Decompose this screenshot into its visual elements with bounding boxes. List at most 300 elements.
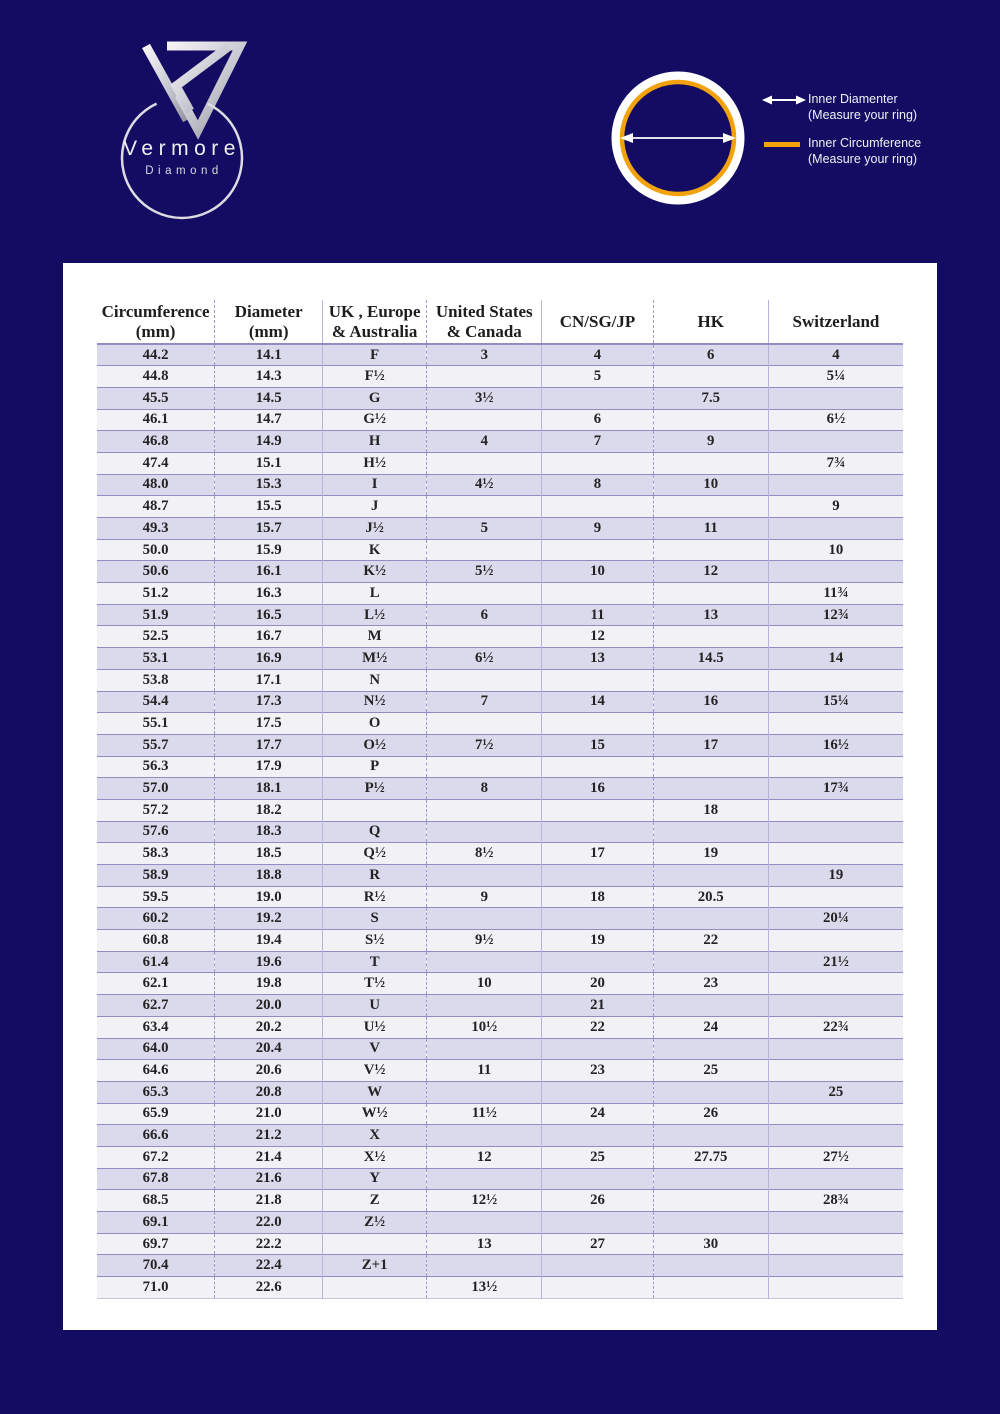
table-cell: 6: [542, 409, 653, 431]
table-cell: [653, 452, 768, 474]
table-cell: 71.0: [97, 1277, 215, 1299]
table-cell: 11: [542, 604, 653, 626]
header-row: [97, 300, 903, 344]
table-cell: 19.4: [215, 930, 323, 952]
table-cell: 17: [542, 843, 653, 865]
table-cell: [653, 908, 768, 930]
column-header: Diameter (mm): [215, 300, 323, 344]
table-cell: 22.4: [215, 1255, 323, 1277]
table-cell: [427, 496, 542, 518]
table-cell: [768, 474, 903, 496]
table-cell: W: [323, 1081, 427, 1103]
table-cell: 9: [542, 518, 653, 540]
legend-item-diameter: [762, 92, 982, 123]
table-cell: J: [323, 496, 427, 518]
table-cell: 50.0: [97, 539, 215, 561]
table-cell: X: [323, 1125, 427, 1147]
table-cell: 17.9: [215, 756, 323, 778]
table-cell: [542, 583, 653, 605]
table-cell: 54.4: [97, 691, 215, 713]
double-arrow-icon: [762, 92, 808, 108]
table-row: [97, 713, 903, 735]
table-cell: 4: [427, 431, 542, 453]
table-cell: 19.8: [215, 973, 323, 995]
table-row: [97, 518, 903, 540]
table-cell: 14.5: [215, 387, 323, 409]
table-cell: 20.6: [215, 1060, 323, 1082]
table-row: [97, 973, 903, 995]
table-cell: 21.0: [215, 1103, 323, 1125]
table-cell: 6: [427, 604, 542, 626]
table-cell: K½: [323, 561, 427, 583]
table-cell: L½: [323, 604, 427, 626]
table-cell: 46.8: [97, 431, 215, 453]
table-cell: [542, 1168, 653, 1190]
table-cell: 15.9: [215, 539, 323, 561]
table-cell: 4: [542, 344, 653, 366]
table-cell: 68.5: [97, 1190, 215, 1212]
table-cell: 27.75: [653, 1146, 768, 1168]
table-cell: [542, 756, 653, 778]
table-cell: R½: [323, 886, 427, 908]
table-cell: [427, 626, 542, 648]
table-cell: [768, 886, 903, 908]
table-cell: 8: [542, 474, 653, 496]
table-row: [97, 1190, 903, 1212]
legend-subtitle: (Measure your ring): [808, 107, 918, 122]
table-row: [97, 1233, 903, 1255]
table-cell: [427, 1125, 542, 1147]
table-cell: F½: [323, 366, 427, 388]
table-cell: 67.2: [97, 1146, 215, 1168]
table-cell: [768, 1168, 903, 1190]
table-cell: O: [323, 713, 427, 735]
table-cell: 24: [653, 1016, 768, 1038]
table-cell: [768, 713, 903, 735]
table-cell: [427, 669, 542, 691]
table-cell: [653, 995, 768, 1017]
table-row: [97, 648, 903, 670]
table-cell: Y: [323, 1168, 427, 1190]
table-cell: 58.9: [97, 865, 215, 887]
table-cell: [653, 1125, 768, 1147]
table-cell: 12¾: [822, 606, 849, 623]
table-cell: T: [323, 951, 427, 973]
diagram-legend: [762, 92, 982, 180]
table-cell: [768, 995, 903, 1017]
size-table-header: [97, 300, 903, 344]
table-cell: X½: [323, 1146, 427, 1168]
table-cell: [542, 799, 653, 821]
table-cell: [427, 1168, 542, 1190]
table-cell: 57.6: [97, 821, 215, 843]
table-cell: [542, 1038, 653, 1060]
table-cell: 6½: [427, 648, 542, 670]
table-cell: [768, 518, 903, 540]
table-cell: 15¼: [822, 693, 849, 710]
diameter-arrow-icon: [620, 133, 736, 143]
table-cell: 15: [542, 734, 653, 756]
table-cell: [542, 951, 653, 973]
table-row: [97, 496, 903, 518]
table-row: [97, 1277, 903, 1299]
table-cell: 12½: [427, 1190, 542, 1212]
table-cell: M: [323, 626, 427, 648]
table-cell: [542, 669, 653, 691]
table-cell: 65.9: [97, 1103, 215, 1125]
table-cell: 5: [542, 366, 653, 388]
table-row: [97, 669, 903, 691]
table-cell: 51.2: [97, 583, 215, 605]
table-cell: 57.0: [97, 778, 215, 800]
table-cell: 13: [653, 604, 768, 626]
table-cell: 56.3: [97, 756, 215, 778]
table-cell: Z½: [323, 1212, 427, 1234]
table-cell: [542, 1081, 653, 1103]
table-cell: 23: [653, 973, 768, 995]
table-cell: [542, 865, 653, 887]
table-row: [97, 1146, 903, 1168]
table-row: [97, 843, 903, 865]
legend-item-circumference: [762, 136, 982, 167]
table-cell: 9: [427, 886, 542, 908]
table-cell: M½: [323, 648, 427, 670]
table-cell: [768, 1060, 903, 1082]
table-cell: 20.5: [653, 886, 768, 908]
table-cell: 30: [653, 1233, 768, 1255]
table-cell: 7: [542, 431, 653, 453]
column-header: United States & Canada: [427, 300, 542, 344]
table-cell: 16.3: [215, 583, 323, 605]
table-row: [97, 1060, 903, 1082]
circumference-line-icon: [762, 136, 808, 152]
table-cell: 22: [653, 930, 768, 952]
table-cell: [653, 1255, 768, 1277]
table-cell: [653, 1081, 768, 1103]
table-cell: [427, 799, 542, 821]
table-cell: [653, 409, 768, 431]
table-cell: 20.2: [215, 1016, 323, 1038]
table-cell: 17.7: [215, 734, 323, 756]
table-cell: 22.6: [215, 1277, 323, 1299]
column-header: HK: [653, 300, 768, 344]
table-cell: 4½: [427, 474, 542, 496]
table-cell: 16½: [822, 736, 849, 753]
table-cell: 11½: [427, 1103, 542, 1125]
table-cell: [653, 1168, 768, 1190]
table-cell: P½: [323, 778, 427, 800]
table-cell: 26: [653, 1103, 768, 1125]
table-cell: 53.1: [97, 648, 215, 670]
logo-subtitle: Diamond: [145, 165, 223, 177]
table-cell: [768, 626, 903, 648]
table-cell: 22: [542, 1016, 653, 1038]
table-cell: 14: [542, 691, 653, 713]
table-cell: 44.8: [97, 366, 215, 388]
table-cell: 16: [542, 778, 653, 800]
table-cell: 16.9: [215, 648, 323, 670]
table-cell: 20.8: [215, 1081, 323, 1103]
table-cell: [768, 821, 903, 843]
table-cell: 15.5: [215, 496, 323, 518]
table-row: [97, 583, 903, 605]
table-cell: 66.6: [97, 1125, 215, 1147]
table-cell: [542, 496, 653, 518]
table-cell: [768, 561, 903, 583]
table-cell: 15.7: [215, 518, 323, 540]
table-cell: 17: [653, 734, 768, 756]
table-cell: 19.0: [215, 886, 323, 908]
table-cell: [542, 821, 653, 843]
table-cell: 48.7: [97, 496, 215, 518]
table-cell: [427, 1038, 542, 1060]
table-cell: L: [323, 583, 427, 605]
table-cell: 20.4: [215, 1038, 323, 1060]
table-cell: 17.1: [215, 669, 323, 691]
table-cell: 21: [542, 995, 653, 1017]
table-cell: [542, 387, 653, 409]
table-cell: [542, 1277, 653, 1299]
table-cell: 13: [427, 1233, 542, 1255]
table-cell: 64.0: [97, 1038, 215, 1060]
table-cell: [323, 799, 427, 821]
table-cell: 19: [828, 866, 844, 883]
table-cell: 27½: [822, 1148, 849, 1165]
table-cell: 4: [832, 346, 840, 363]
table-cell: S: [323, 908, 427, 930]
table-cell: 58.3: [97, 843, 215, 865]
table-cell: 61.4: [97, 951, 215, 973]
table-cell: V½: [323, 1060, 427, 1082]
table-cell: 67.8: [97, 1168, 215, 1190]
table-cell: 11: [427, 1060, 542, 1082]
table-cell: 9: [653, 431, 768, 453]
table-cell: H½: [323, 452, 427, 474]
table-cell: 18.5: [215, 843, 323, 865]
table-cell: 8½: [427, 843, 542, 865]
table-cell: [768, 930, 903, 952]
table-cell: U½: [323, 1016, 427, 1038]
ring-size-table: [97, 300, 903, 1299]
table-cell: 17.5: [215, 713, 323, 735]
table-cell: [427, 1212, 542, 1234]
table-cell: 18.1: [215, 778, 323, 800]
table-cell: [427, 756, 542, 778]
table-cell: [653, 1212, 768, 1234]
table-cell: [768, 1038, 903, 1060]
table-row: [97, 366, 903, 388]
table-cell: 18.8: [215, 865, 323, 887]
table-cell: 16.1: [215, 561, 323, 583]
table-cell: 14.1: [215, 344, 323, 366]
table-row: [97, 951, 903, 973]
brand-logo: [110, 33, 260, 238]
table-row: [97, 387, 903, 409]
table-row: [97, 865, 903, 887]
table-cell: 17.3: [215, 691, 323, 713]
table-row: [97, 1212, 903, 1234]
table-row: [97, 691, 903, 713]
table-cell: 17¾: [822, 780, 849, 797]
table-cell: 22.2: [215, 1233, 323, 1255]
table-cell: [768, 669, 903, 691]
table-cell: [542, 539, 653, 561]
table-cell: 14.9: [215, 431, 323, 453]
table-cell: 70.4: [97, 1255, 215, 1277]
table-cell: [653, 539, 768, 561]
table-cell: 19.2: [215, 908, 323, 930]
table-cell: G½: [323, 409, 427, 431]
table-cell: [768, 1255, 903, 1277]
table-cell: [542, 908, 653, 930]
ring-diagram: [598, 53, 758, 223]
table-cell: [653, 1038, 768, 1060]
table-cell: [653, 583, 768, 605]
table-cell: O½: [323, 734, 427, 756]
legend-subtitle: (Measure your ring): [808, 151, 918, 166]
table-cell: 60.8: [97, 930, 215, 952]
table-row: [97, 1038, 903, 1060]
table-cell: [768, 1125, 903, 1147]
table-cell: 16.5: [215, 604, 323, 626]
table-cell: 8: [427, 778, 542, 800]
legend-text-circumference: [808, 136, 921, 167]
table-cell: 5¼: [826, 368, 846, 385]
table-cell: 7.5: [653, 387, 768, 409]
table-cell: [427, 865, 542, 887]
table-cell: [427, 1255, 542, 1277]
table-cell: 21.8: [215, 1190, 323, 1212]
table-row: [97, 344, 903, 366]
table-cell: K: [323, 539, 427, 561]
table-row: [97, 930, 903, 952]
table-cell: [653, 669, 768, 691]
table-cell: [653, 821, 768, 843]
ring-diagram-icon: [598, 53, 758, 223]
table-cell: 7: [427, 691, 542, 713]
table-cell: [427, 583, 542, 605]
table-cell: [768, 431, 903, 453]
table-row: [97, 474, 903, 496]
table-cell: 64.6: [97, 1060, 215, 1082]
table-row: [97, 1255, 903, 1277]
table-cell: Q: [323, 821, 427, 843]
table-cell: [427, 713, 542, 735]
table-cell: 21½: [822, 953, 849, 970]
table-cell: 44.2: [97, 344, 215, 366]
table-cell: 9½: [427, 930, 542, 952]
table-cell: 69.1: [97, 1212, 215, 1234]
logo-name: Vermore: [123, 137, 241, 160]
table-cell: [768, 1233, 903, 1255]
table-cell: 14.7: [215, 409, 323, 431]
table-cell: [542, 1212, 653, 1234]
table-cell: 53.8: [97, 669, 215, 691]
table-cell: 18.3: [215, 821, 323, 843]
table-cell: 11: [653, 518, 768, 540]
table-cell: 6½: [826, 411, 846, 428]
table-row: [97, 431, 903, 453]
table-cell: 55.7: [97, 734, 215, 756]
table-row: [97, 1168, 903, 1190]
table-cell: [768, 973, 903, 995]
table-cell: 22.0: [215, 1212, 323, 1234]
table-cell: 21.4: [215, 1146, 323, 1168]
table-cell: 5: [427, 518, 542, 540]
table-cell: 13: [542, 648, 653, 670]
table-cell: 5½: [427, 561, 542, 583]
legend-text-diameter: [808, 92, 917, 123]
table-cell: 63.4: [97, 1016, 215, 1038]
table-cell: 55.1: [97, 713, 215, 735]
table-cell: 21.2: [215, 1125, 323, 1147]
table-row: [97, 1125, 903, 1147]
table-cell: [427, 908, 542, 930]
table-cell: [542, 1125, 653, 1147]
table-cell: [427, 409, 542, 431]
table-row: [97, 1103, 903, 1125]
table-row: [97, 778, 903, 800]
table-cell: [653, 366, 768, 388]
table-cell: 10: [828, 541, 844, 558]
table-row: [97, 821, 903, 843]
table-cell: 18: [653, 799, 768, 821]
table-cell: 7¾: [826, 454, 846, 471]
table-cell: 10: [542, 561, 653, 583]
table-row: [97, 799, 903, 821]
table-cell: [653, 1190, 768, 1212]
table-cell: H: [323, 431, 427, 453]
table-cell: [768, 387, 903, 409]
table-row: [97, 452, 903, 474]
table-cell: [653, 865, 768, 887]
table-cell: 16: [653, 691, 768, 713]
table-cell: 45.5: [97, 387, 215, 409]
table-cell: G: [323, 387, 427, 409]
table-cell: [542, 713, 653, 735]
table-cell: [653, 756, 768, 778]
column-header: CN/SG/JP: [542, 300, 653, 344]
table-cell: 20¼: [822, 910, 849, 927]
table-cell: 51.9: [97, 604, 215, 626]
table-cell: [653, 626, 768, 648]
table-row: [97, 734, 903, 756]
table-cell: [653, 778, 768, 800]
table-cell: 10: [427, 973, 542, 995]
table-cell: 6: [653, 344, 768, 366]
table-cell: 23: [542, 1060, 653, 1082]
table-row: [97, 886, 903, 908]
table-row: [97, 409, 903, 431]
table-cell: [768, 1277, 903, 1299]
table-cell: 7½: [427, 734, 542, 756]
table-cell: Z+1: [323, 1255, 427, 1277]
table-cell: [768, 1212, 903, 1234]
table-cell: 15.1: [215, 452, 323, 474]
column-header: Circumference (mm): [97, 300, 215, 344]
table-cell: [653, 1277, 768, 1299]
legend-title: Inner Diamenter: [808, 92, 898, 106]
table-cell: 65.3: [97, 1081, 215, 1103]
table-cell: [653, 713, 768, 735]
table-cell: W½: [323, 1103, 427, 1125]
size-table-body: [97, 344, 903, 1298]
table-cell: V: [323, 1038, 427, 1060]
table-cell: 20: [542, 973, 653, 995]
table-cell: 19.6: [215, 951, 323, 973]
table-cell: 20.0: [215, 995, 323, 1017]
table-cell: 16.7: [215, 626, 323, 648]
